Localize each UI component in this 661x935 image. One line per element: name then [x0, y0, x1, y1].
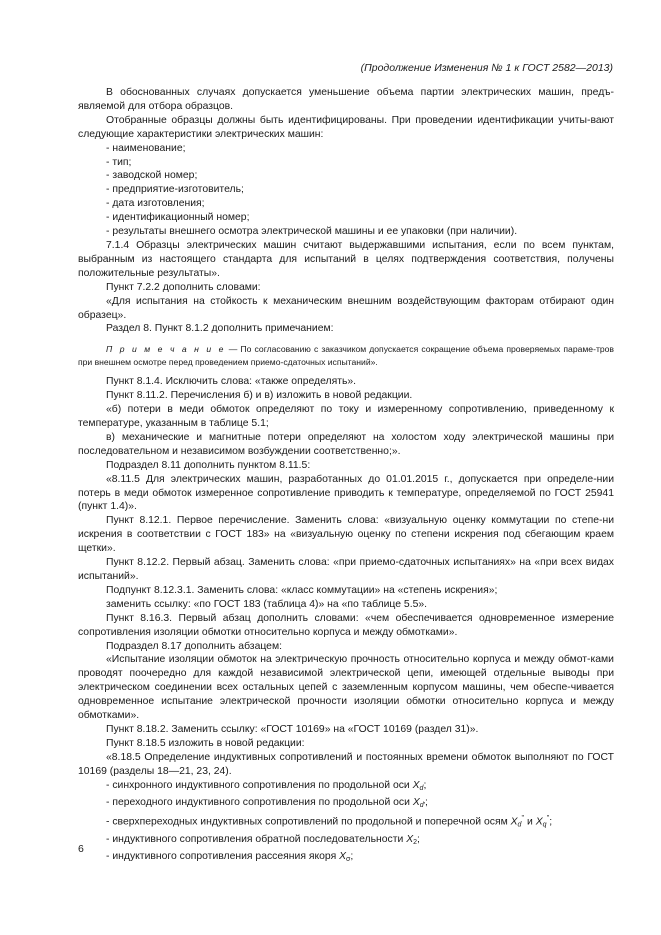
paragraph: Пункт 8.12.2. Первый абзац. Заменить слова: «при приемо-сдаточных испытаниях» на «при всех видах испытаний».	[78, 557, 614, 582]
note	[78, 343, 614, 368]
paragraph: Отобранные образцы должны быть идентифицированы. При проведении идентификации учиты-вают следующие характеристики электрических машин:	[78, 114, 614, 140]
paragraph: «8.18.5 Определение индуктивных сопротивлений и постоянных времени обмоток выполняют по ГОСТ 10169 (разделы 18—21, 23, 24).	[78, 751, 614, 777]
paragraph: Пункт 7.2.2 дополнить словами:	[106, 281, 261, 293]
page-number: 6	[78, 843, 84, 855]
paragraph: Подраздел 8.11 дополнить пунктом 8.11.5:	[106, 459, 311, 471]
list-item: - идентификационный номер;	[106, 212, 250, 224]
list-item: - результаты внешнего осмотра электрической машины и ее упаковки (при наличии).	[106, 226, 518, 238]
list-item: - заводской номер;	[106, 170, 198, 182]
list-item: - сверхпереходных индуктивных сопротивлений по продольной и поперечной осям $X_d''$ и $X_q''$;	[106, 815, 553, 829]
paragraph: Пункт 8.1.4. Исключить слова: «также определять».	[106, 376, 357, 388]
paragraph: в) механические и магнитные потери определяют на холостом ходу электрической машины при последовательном и независимом возбуждении соответственно;».	[78, 431, 614, 457]
paragraph: «Испытание изоляции обмоток на электрическую прочность относительно корпуса и между обмот-ками проводят поочередно для каждой независимой электрической цепи, имеющей отдельные выводы при электрическом соединении всех остальных цепей с заземленным корпусом машины, чем обеспе-чивается одновременное испытание электрической прочности изоляции обмотки относительно корпуса и между обмотками».	[78, 654, 614, 722]
paragraph: «б) потери в меди обмоток определяют по току и измеренному сопротивлению, приведенному к температуре, указанным в таблице 5.1;	[78, 404, 614, 430]
paragraph: Пункт 8.11.2. Перечисления б) и в) изложить в новой редакции.	[106, 390, 413, 402]
list-item: - индуктивного сопротивления рассеяния якоря $X_\sigma$;	[106, 850, 354, 863]
paragraph: Пункт 8.16.3. Первый абзац дополнить словами: «чем обеспечивается одновременное измерение сопротивления изоляции обмотки относительно корпуса и между обмотками».	[78, 612, 614, 638]
paragraph: Пункт 8.18.2. Заменить ссылку: «ГОСТ 10169» на «ГОСТ 10169 (раздел 31)».	[106, 723, 479, 735]
list-item: - тип;	[106, 156, 132, 168]
note-label: П р и м е ч а н и е	[106, 344, 226, 355]
paragraph: «Для испытания на стойкость к механическим внешним воздействующим факторам отбирают один образец».	[78, 295, 614, 321]
paragraph: «8.11.5 Для электрических машин, разработанных до 01.01.2015 г., допускается при определе-нии потерь в меди обмоток измеренное сопротивление приводить к температуре, определяемой по ГОСТ 25941 (пункт 1.4)».	[78, 473, 614, 513]
paragraph: Подпункт 8.12.3.1. Заменить слова: «класс коммутации» на «степень искрения»;	[106, 584, 498, 596]
paragraph: Раздел 8. Пункт 8.1.2 дополнить примечанием:	[106, 323, 334, 335]
paragraph: Пункт 8.12.1. Первое перечисление. Заменить слова: «визуальную оценку коммутации по степе-ни искрения в соответствии с ГОСТ 183» на «визуальную оценку по степени искрения под сбегающим краем щетки».	[78, 515, 614, 555]
paragraph: Подраздел 8.17 дополнить абзацем:	[106, 640, 282, 652]
list-item: - переходного индуктивного сопротивления по продольной оси $X_{d'}$;	[106, 796, 428, 809]
paragraph: 7.1.4 Образцы электрических машин считают выдержавшими испытания, если по всем пунктам, выбранным из настоящего стандарта для испытаний в целях подтверждения соответствия, получены положительные результаты».	[78, 239, 614, 279]
page-header: (Продолжение Изменения № 1 к ГОСТ 2582—2013)	[360, 62, 613, 74]
paragraph: Пункт 8.18.5 изложить в новой редакции:	[106, 737, 305, 749]
list-item: - дата изготовления;	[106, 198, 205, 210]
paragraph: заменить ссылку: «по ГОСТ 183 (таблица 4)» на «по таблице 5.5».	[106, 598, 428, 610]
note-text: — По согласованию с заказчиком допускается сокращение объема проверяемых параме-тров при внешнем осмотре перед проведением приемо-сдаточных испытаний».	[78, 344, 615, 367]
list-item: - предприятие-изготовитель;	[106, 184, 244, 196]
document-body	[78, 86, 614, 867]
list-item: - индуктивного сопротивления обратной последовательности $X_2$;	[106, 833, 420, 846]
list-item: - наименование;	[106, 142, 186, 154]
list-item: - синхронного индуктивного сопротивления по продольной оси $X_d$;	[106, 779, 427, 792]
paragraph: В обоснованных случаях допускается уменьшение объема партии электрических машин, предъ-являемой для отбора образцов.	[78, 87, 614, 112]
